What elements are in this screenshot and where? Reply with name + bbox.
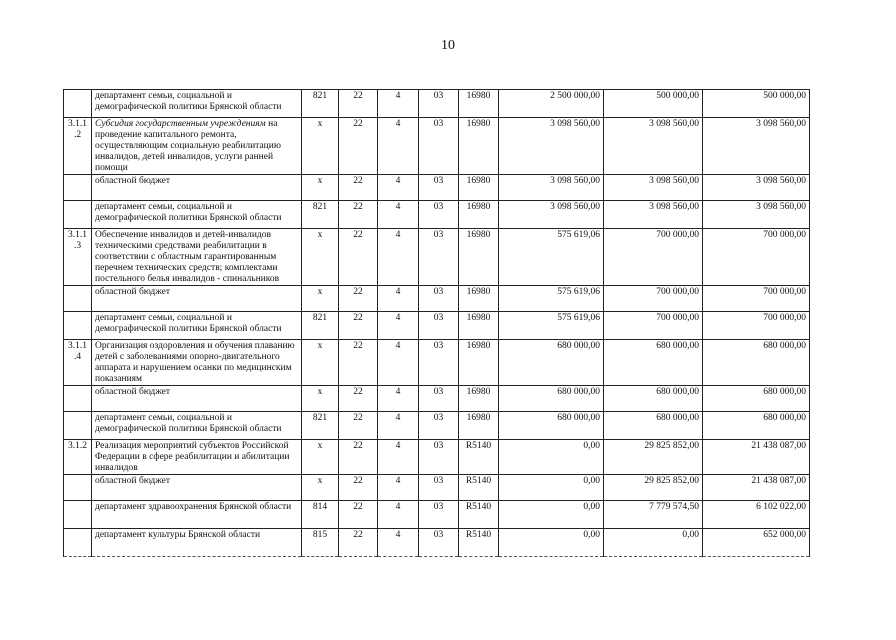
row-number: 3.1.1 .2 [64,118,92,175]
expense-type-code: R5140 [459,501,499,529]
expense-type-code: 16980 [459,286,499,312]
table-row [64,90,810,118]
section-code: 22 [339,312,378,340]
expense-type-code: 16980 [459,312,499,340]
row-number [64,412,92,440]
row-description: областной бюджет [92,386,302,412]
section-code: 22 [339,118,378,175]
target-code: 03 [419,312,459,340]
subsection-code: 4 [378,386,419,412]
section-code: 22 [339,501,378,529]
subsection-code: 4 [378,175,419,201]
row-number [64,529,92,557]
table-row [64,440,810,475]
subsection-code: 4 [378,412,419,440]
row-description: департамент семьи, социальной и демографической политики Брянской области [92,90,302,118]
amount-year-2: 29 825 852,00 [604,475,703,501]
row-description: департамент семьи, социальной и демографической политики Брянской области [92,201,302,229]
row-description: Обеспечение инвалидов и детей-инвалидов техническими средствами реабилитации в соответствии с областным гарантированным перечнем технических средств; комплектами постельного белья инвалидов - спинальников [92,229,302,286]
section-code: 22 [339,286,378,312]
grbs-code: 815 [302,529,339,557]
grbs-code: x [302,286,339,312]
table-row [64,229,810,286]
target-code: 03 [419,286,459,312]
amount-year-3: 21 438 087,00 [703,440,810,475]
amount-year-1: 680 000,00 [499,386,604,412]
row-number [64,286,92,312]
row-number [64,201,92,229]
expense-type-code: 16980 [459,412,499,440]
amount-year-2: 3 098 560,00 [604,175,703,201]
amount-year-3: 652 000,00 [703,529,810,557]
grbs-code: x [302,229,339,286]
row-description: департамент здравоохранения Брянской области [92,501,302,529]
amount-year-3: 700 000,00 [703,229,810,286]
grbs-code: 821 [302,90,339,118]
subsection-code: 4 [378,440,419,475]
amount-year-3: 680 000,00 [703,412,810,440]
page-number: 10 [441,38,455,53]
table-row [64,286,810,312]
table-row [64,118,810,175]
amount-year-1: 3 098 560,00 [499,175,604,201]
grbs-code: 821 [302,312,339,340]
amount-year-1: 0,00 [499,529,604,557]
table-row [64,529,810,557]
row-number [64,475,92,501]
expense-type-code: 16980 [459,118,499,175]
row-number: 3.1.1 .3 [64,229,92,286]
amount-year-3: 21 438 087,00 [703,475,810,501]
amount-year-1: 575 619,06 [499,312,604,340]
subsection-code: 4 [378,286,419,312]
row-description: Субсидия государственным учреждениям на проведение капитального ремонта, осуществляющим социальную реабилитацию инвалидов, детей инвалидов, услуги ранней помощи [92,118,302,175]
grbs-code: x [302,118,339,175]
amount-year-3: 6 102 022,00 [703,501,810,529]
table-row [64,175,810,201]
expense-type-code: 16980 [459,229,499,286]
amount-year-2: 680 000,00 [604,386,703,412]
amount-year-2: 680 000,00 [604,340,703,386]
row-description: Реализация мероприятий субъектов Российской Федерации в сфере реабилитации и абилитации инвалидов [92,440,302,475]
row-number [64,312,92,340]
table-row [64,475,810,501]
row-description: областной бюджет [92,175,302,201]
target-code: 03 [419,475,459,501]
row-description: Организация оздоровления и обучения плаванию детей с заболеваниями опорно-двигательного аппарата и нарушением осанки по медицинским показаниям [92,340,302,386]
amount-year-3: 680 000,00 [703,340,810,386]
expense-type-code: 16980 [459,340,499,386]
amount-year-2: 500 000,00 [604,90,703,118]
row-description: департамент семьи, социальной и демографической политики Брянской области [92,312,302,340]
table-row [64,201,810,229]
row-description: областной бюджет [92,475,302,501]
subsection-code: 4 [378,501,419,529]
section-code: 22 [339,175,378,201]
section-code: 22 [339,201,378,229]
amount-year-2: 3 098 560,00 [604,118,703,175]
section-code: 22 [339,475,378,501]
row-description: департамент семьи, социальной и демографической политики Брянской области [92,412,302,440]
target-code: 03 [419,501,459,529]
amount-year-1: 0,00 [499,475,604,501]
amount-year-2: 7 779 574,50 [604,501,703,529]
subsection-code: 4 [378,475,419,501]
row-description: департамент культуры Брянской области [92,529,302,557]
section-code: 22 [339,386,378,412]
grbs-code: 814 [302,501,339,529]
expense-type-code: 16980 [459,175,499,201]
section-code: 22 [339,529,378,557]
subsection-code: 4 [378,229,419,286]
table-row [64,412,810,440]
grbs-code: x [302,340,339,386]
amount-year-2: 0,00 [604,529,703,557]
expense-type-code: 16980 [459,90,499,118]
expense-type-code: 16980 [459,201,499,229]
amount-year-1: 2 500 000,00 [499,90,604,118]
table-row [64,386,810,412]
expense-type-code: R5140 [459,529,499,557]
amount-year-2: 680 000,00 [604,412,703,440]
amount-year-2: 3 098 560,00 [604,201,703,229]
budget-table [63,89,810,557]
amount-year-1: 575 619,06 [499,286,604,312]
amount-year-1: 0,00 [499,440,604,475]
amount-year-3: 3 098 560,00 [703,175,810,201]
amount-year-1: 575 619,06 [499,229,604,286]
grbs-code: x [302,175,339,201]
amount-year-1: 0,00 [499,501,604,529]
section-code: 22 [339,340,378,386]
subsection-code: 4 [378,118,419,175]
target-code: 03 [419,201,459,229]
subsection-code: 4 [378,90,419,118]
grbs-code: x [302,386,339,412]
row-number: 3.1.2 [64,440,92,475]
amount-year-3: 3 098 560,00 [703,118,810,175]
amount-year-3: 700 000,00 [703,286,810,312]
expense-type-code: R5140 [459,440,499,475]
target-code: 03 [419,440,459,475]
subsection-code: 4 [378,340,419,386]
grbs-code: x [302,475,339,501]
table-row [64,312,810,340]
amount-year-1: 680 000,00 [499,412,604,440]
amount-year-1: 3 098 560,00 [499,201,604,229]
amount-year-3: 3 098 560,00 [703,201,810,229]
amount-year-1: 3 098 560,00 [499,118,604,175]
subsection-code: 4 [378,312,419,340]
grbs-code: 821 [302,201,339,229]
grbs-code: x [302,440,339,475]
target-code: 03 [419,529,459,557]
section-code: 22 [339,90,378,118]
table-row [64,501,810,529]
row-number [64,175,92,201]
grbs-code: 821 [302,412,339,440]
subsection-code: 4 [378,529,419,557]
amount-year-2: 700 000,00 [604,229,703,286]
section-code: 22 [339,440,378,475]
amount-year-3: 500 000,00 [703,90,810,118]
target-code: 03 [419,340,459,386]
section-code: 22 [339,412,378,440]
target-code: 03 [419,90,459,118]
row-number [64,90,92,118]
amount-year-2: 29 825 852,00 [604,440,703,475]
row-description: областной бюджет [92,286,302,312]
expense-type-code: 16980 [459,386,499,412]
amount-year-1: 680 000,00 [499,340,604,386]
row-number [64,386,92,412]
italic-lead: Субсидия государственным учреждениям [95,119,266,129]
row-number [64,501,92,529]
target-code: 03 [419,118,459,175]
expense-type-code: R5140 [459,475,499,501]
target-code: 03 [419,386,459,412]
amount-year-2: 700 000,00 [604,312,703,340]
target-code: 03 [419,229,459,286]
table-row [64,340,810,386]
target-code: 03 [419,412,459,440]
row-number: 3.1.1 .4 [64,340,92,386]
amount-year-3: 680 000,00 [703,386,810,412]
subsection-code: 4 [378,201,419,229]
target-code: 03 [419,175,459,201]
amount-year-3: 700 000,00 [703,312,810,340]
amount-year-2: 700 000,00 [604,286,703,312]
section-code: 22 [339,229,378,286]
